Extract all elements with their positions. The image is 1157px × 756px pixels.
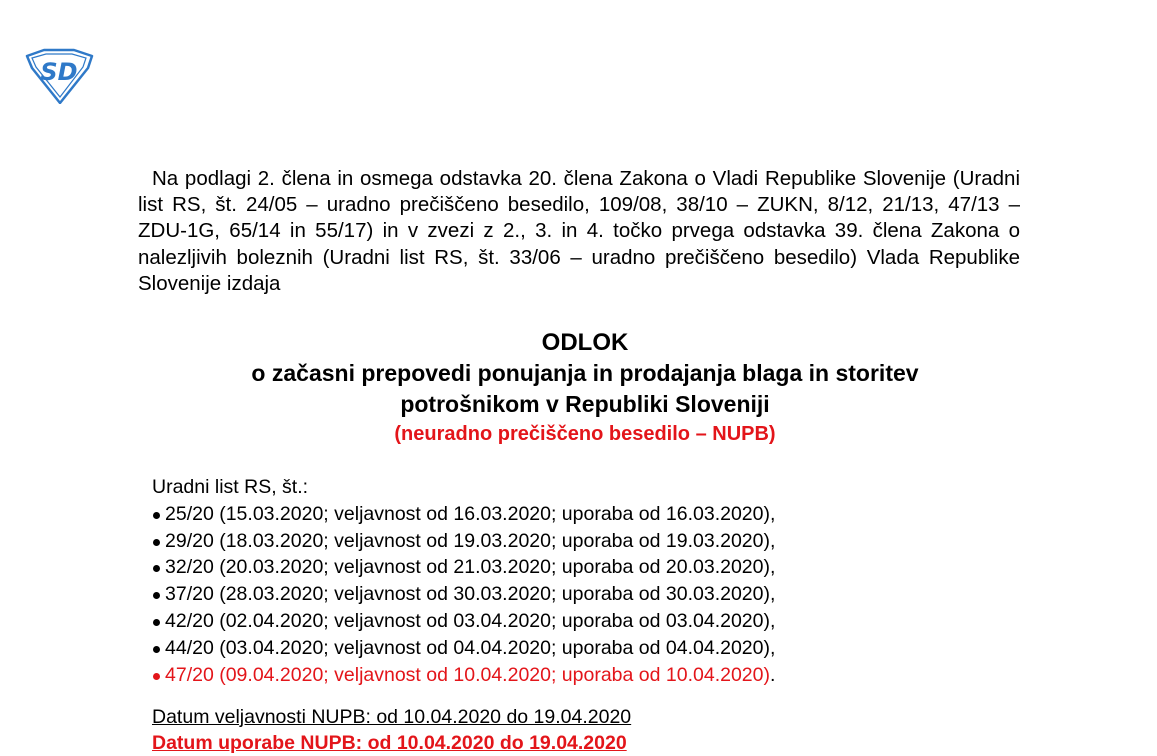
unofficial-consolidated-note: (neuradno prečiščeno besedilo – NUPB): [394, 423, 776, 445]
document-subtitle-line-2: potrošnikom v Republiki Sloveniji: [400, 391, 770, 417]
gazette-item-latest: 47/20 (09.04.2020; veljavnost od 10.04.2020; uporaba od 10.04.2020).: [152, 662, 1012, 689]
gazette-list: [152, 474, 1012, 688]
gazette-item: 32/20 (20.03.2020; veljavnost od 21.03.2020; uporaba od 20.03.2020),: [152, 554, 1012, 581]
gazette-item: 29/20 (18.03.2020; veljavnost od 19.03.2020; uporaba od 19.03.2020),: [152, 528, 1012, 555]
sd-shield-logo-icon: [22, 48, 96, 104]
bullet-icon: [153, 646, 160, 653]
gazette-item: 37/20 (28.03.2020; veljavnost od 30.03.2020; uporaba od 30.03.2020),: [152, 581, 1012, 608]
bullet-icon: [153, 673, 160, 680]
bullet-icon: [153, 565, 160, 572]
usage-date: Datum uporabe NUPB: od 10.04.2020 do 19.04.2020: [152, 732, 627, 754]
validity-date: Datum veljavnosti NUPB: od 10.04.2020 do 19.04.2020: [152, 706, 632, 728]
svg-text:SD: SD: [40, 58, 78, 86]
gazette-item: 42/20 (02.04.2020; veljavnost od 03.04.2020; uporaba od 03.04.2020),: [152, 608, 1012, 635]
document-subtitle-line-1: o začasni prepovedi ponujanja in prodajanja blaga in storitev: [251, 360, 919, 386]
bullet-icon: [153, 592, 160, 599]
bullet-icon: [153, 512, 160, 519]
gazette-item: 44/20 (03.04.2020; veljavnost od 04.04.2020; uporaba od 04.04.2020),: [152, 635, 1012, 662]
gazette-item: 25/20 (15.03.2020; veljavnost od 16.03.2020; uporaba od 16.03.2020),: [152, 501, 1012, 528]
gazette-heading: Uradni list RS, št.:: [152, 476, 309, 498]
bullet-icon: [153, 539, 160, 546]
bullet-icon: [153, 619, 160, 626]
intro-paragraph: Na podlagi 2. člena in osmega odstavka 20. člena Zakona o Vladi Republike Slovenije (Uradni list RS, št. 24/05 – uradno prečiščeno besedilo, 109/08, 38/10 – ZUKN, 8/12, 21/13, 47/13 – ZDU-1G, 65/14 in 55/17) in v zvezi z 2., 3. in 4. točko prvega odstavka 39. člena Zakona o nalezljivih boleznih (Uradni list RS, št. 33/06 – uradno prečiščeno besedilo) Vlada Republike Slovenije izdaja: [138, 167, 1020, 295]
document-title: ODLOK: [541, 329, 629, 356]
title-block: [100, 327, 1070, 448]
